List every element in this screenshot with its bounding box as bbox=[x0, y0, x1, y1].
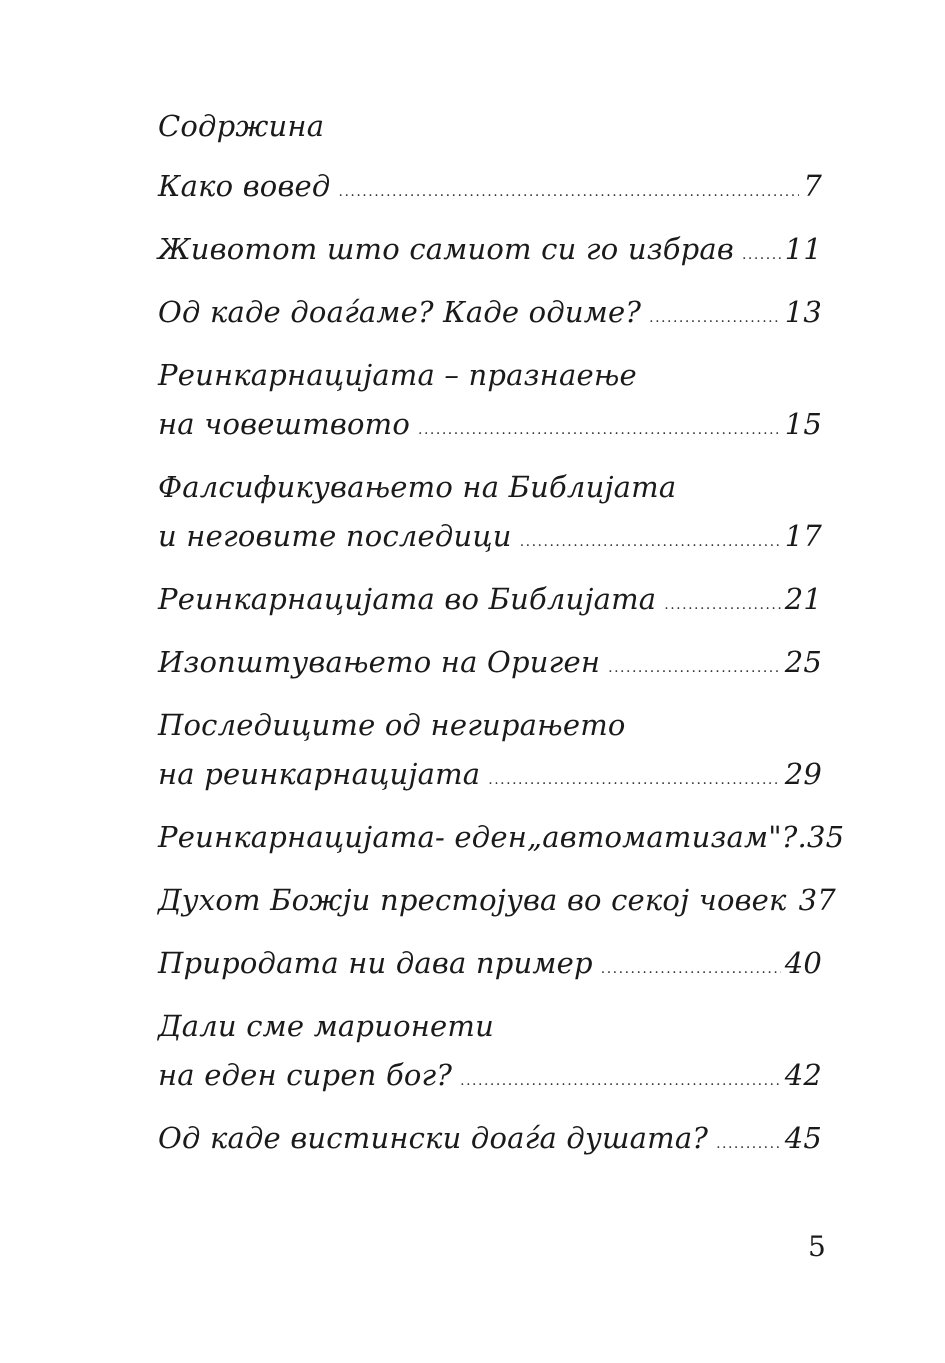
entry-title-line-1: Фалсификувањето на Библијата bbox=[158, 470, 677, 504]
toc-entry bbox=[158, 162, 822, 211]
toc-entry bbox=[158, 575, 822, 624]
toc-entry bbox=[158, 1114, 822, 1163]
toc-entry bbox=[158, 463, 822, 561]
dot-leader bbox=[742, 231, 781, 280]
dot-leader bbox=[608, 644, 781, 693]
dot-leader bbox=[601, 945, 781, 994]
toc-entry bbox=[158, 351, 822, 449]
entry-page: 42 bbox=[784, 1058, 822, 1092]
entry-page: 13 bbox=[784, 295, 822, 329]
entry-page: 40 bbox=[784, 946, 822, 980]
toc-entry bbox=[158, 876, 836, 925]
entry-title-line-1: Реинкарнацијата – празнаење bbox=[158, 358, 637, 392]
entry-page: 37 bbox=[798, 883, 836, 917]
entry-title-line-1: Последиците од негирањето bbox=[158, 708, 626, 742]
dot-leader bbox=[339, 168, 800, 217]
entry-page: 7 bbox=[803, 169, 822, 203]
entry-title: Духот Божји престојува во секој човек bbox=[158, 883, 787, 917]
entry-title: Изопштувањето на Ориген bbox=[158, 645, 601, 679]
entry-page: 15 bbox=[784, 407, 822, 441]
entry-page: 45 bbox=[784, 1121, 822, 1155]
dot-leader bbox=[460, 1057, 781, 1106]
table-of-contents bbox=[158, 100, 845, 1177]
entry-title-line-2: на реинкарнацијата bbox=[158, 757, 481, 791]
entry-title-line-2: и неговите последици bbox=[158, 519, 512, 553]
toc-entry bbox=[158, 638, 822, 687]
entry-page: 29 bbox=[784, 757, 822, 791]
entry-title: Природата ни дава пример bbox=[158, 946, 593, 980]
entry-page: 25 bbox=[784, 645, 822, 679]
dot-leader bbox=[520, 518, 781, 567]
toc-title: Содржина bbox=[158, 109, 325, 143]
entry-title-line-2: на човештвото bbox=[158, 407, 411, 441]
entry-title: Од каде доаѓаме? Каде одиме? bbox=[158, 295, 642, 329]
toc-entry bbox=[158, 1002, 822, 1100]
dot-leader bbox=[418, 406, 781, 455]
entry-page: 21 bbox=[784, 582, 822, 616]
entry-title: Од каде вистински доаѓа душата? bbox=[158, 1121, 709, 1155]
toc-entry bbox=[158, 288, 822, 337]
dot-leader bbox=[716, 1120, 781, 1169]
entry-page: 11 bbox=[784, 232, 822, 266]
entry-title-line-1: Дали сме марионети bbox=[158, 1009, 494, 1043]
entry-title: Како вовед bbox=[158, 169, 331, 203]
entry-title: Животот што самиот си го избрав bbox=[158, 232, 734, 266]
entry-page: 17 bbox=[784, 519, 822, 553]
dot-leader bbox=[664, 581, 780, 630]
dot-leader bbox=[649, 294, 781, 343]
page-number: 5 bbox=[808, 1230, 826, 1263]
toc-entry bbox=[158, 813, 845, 862]
entry-title-line-2: на еден сиреп бог? bbox=[158, 1058, 453, 1092]
entry-title: Реинкарнацијата во Библијата bbox=[158, 582, 657, 616]
entry-title: Реинкарнацијата- еден„автоматизам"?. bbox=[158, 820, 807, 854]
entry-page: 35 bbox=[806, 820, 845, 854]
toc-entry bbox=[158, 225, 822, 274]
toc-entry bbox=[158, 701, 822, 799]
dot-leader bbox=[488, 756, 780, 805]
toc-entry bbox=[158, 939, 822, 988]
